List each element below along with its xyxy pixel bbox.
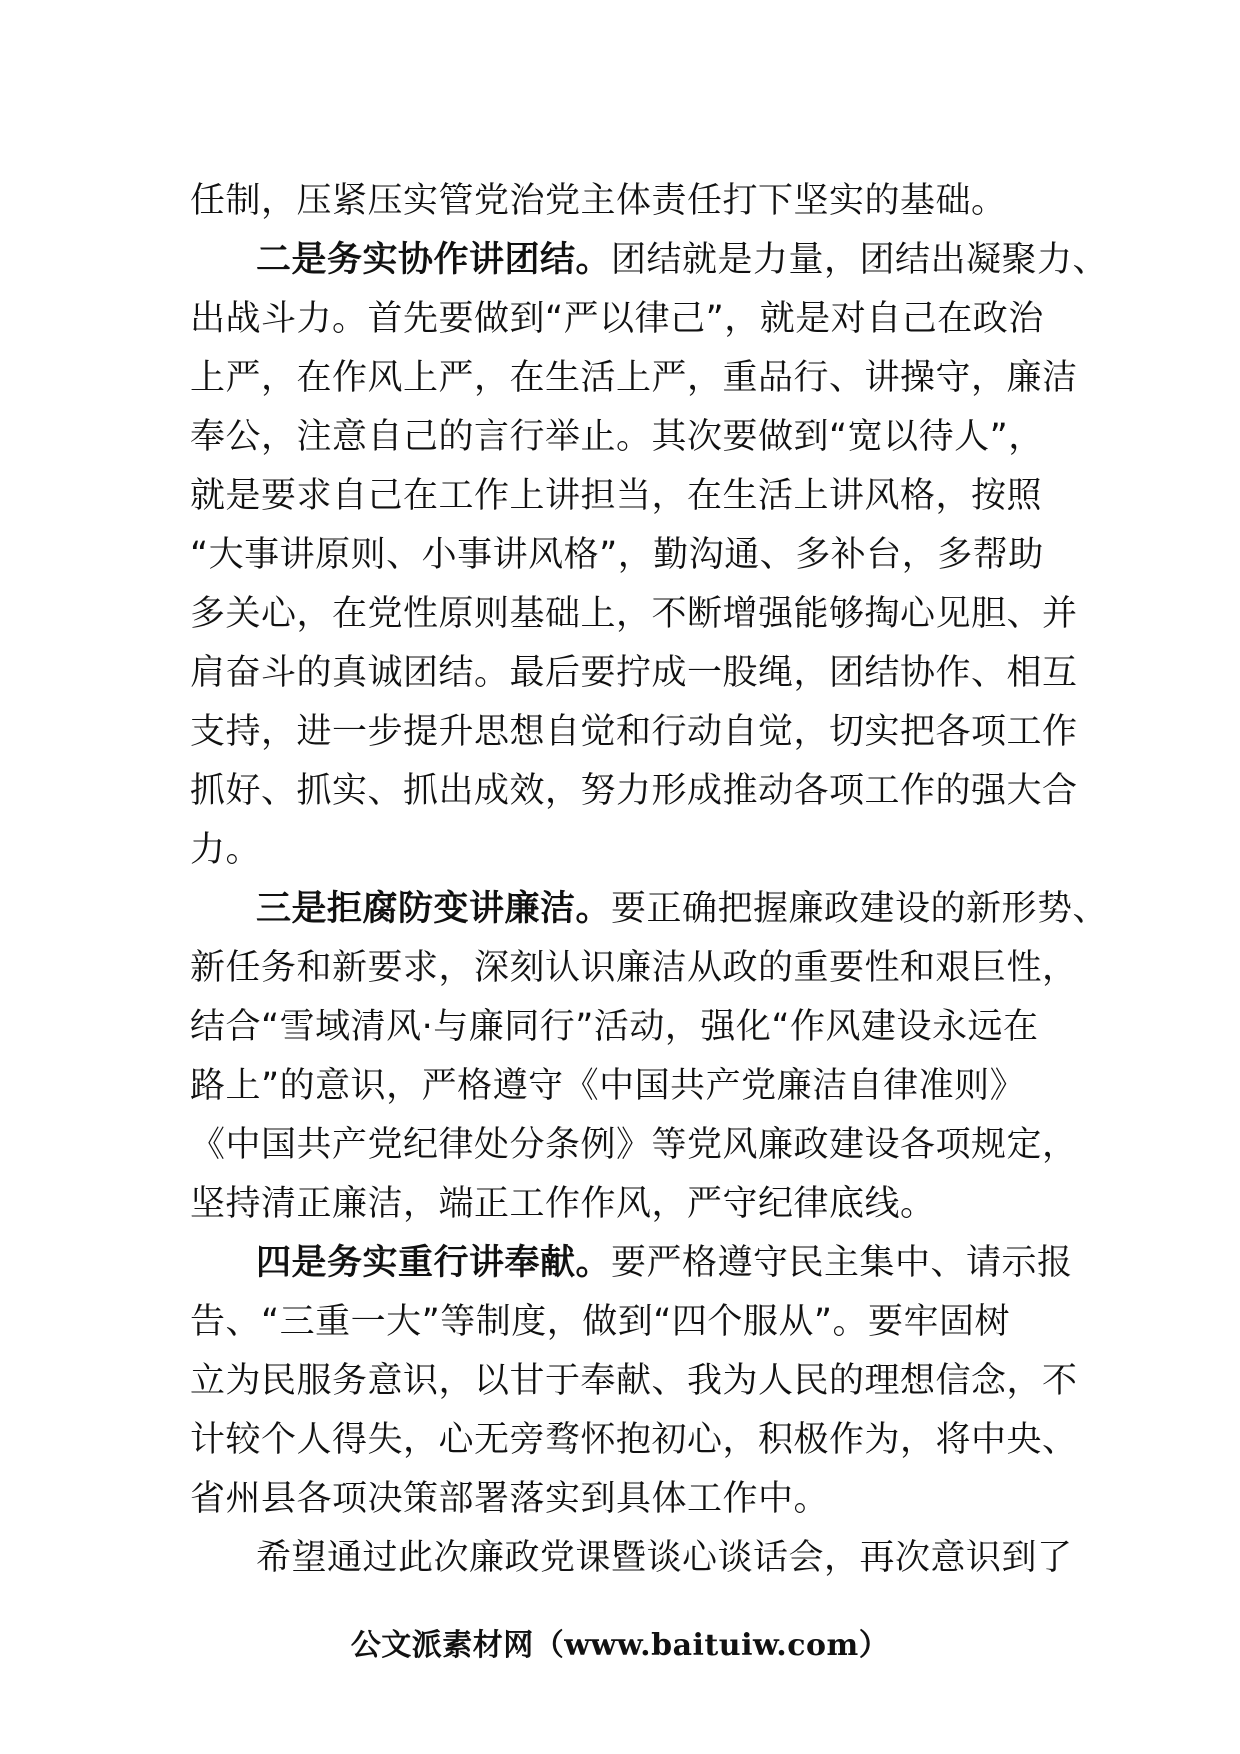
section-heading: 三是拒腐防变讲廉洁。: [256, 889, 612, 929]
text-line: 希望通过此次廉政党课暨谈心谈话会，再次意识到了: [256, 1538, 1073, 1578]
section-heading-line: 四是务实重行讲奉献。要严格遵守民主集中、请示报: [256, 1243, 1073, 1283]
text-line: 抓好、抓实、抓出成效，努力形成推动各项工作的强大合: [190, 771, 1078, 811]
text-line: 新任务和新要求，深刻认识廉洁从政的重要性和艰巨性，: [190, 948, 1078, 988]
text-line: 出战斗力。首先要做到“严以律己”，就是对自己在政治: [190, 299, 1044, 339]
text-line: “大事讲原则、小事讲风格”，勤沟通、多补台，多帮助: [190, 535, 1044, 575]
text-line: 任制，压紧压实管党治党主体责任打下坚实的基础。: [190, 181, 1007, 221]
text-line: 告、“三重一大”等制度，做到“四个服从”。要牢固树: [190, 1302, 1011, 1342]
section-heading: 二是务实协作讲团结。: [256, 240, 612, 280]
section-heading: 四是务实重行讲奉献。: [256, 1243, 612, 1283]
text-line: 奉公，注意自己的言行举止。其次要做到“宽以待人”，: [190, 417, 1044, 457]
text-line: 《中国共产党纪律处分条例》等党风廉政建设各项规定，: [190, 1125, 1078, 1165]
body-text: [190, 172, 1109, 1588]
text-line: 路上”的意识，严格遵守《中国共产党廉洁自律准则》: [190, 1066, 1026, 1106]
text-line: 结合“雪域清风·与廉同行”活动，强化“作风建设永远在: [190, 1007, 1039, 1047]
text-line: 力。: [190, 830, 262, 870]
text-line: 多关心，在党性原则基础上，不断增强能够掏心见胆、并: [190, 594, 1078, 634]
section-heading-line: 三是拒腐防变讲廉洁。要正确把握廉政建设的新形势、: [256, 889, 1109, 929]
text-line: 计较个人得失，心无旁骛怀抱初心，积极作为，将中央、: [190, 1420, 1078, 1460]
text-line: 坚持清正廉洁，端正工作作风，严守纪律底线。: [190, 1184, 936, 1224]
footer-watermark: 公文派素材网（www.baituiw.com）: [350, 1628, 890, 1663]
text-line: 省州县各项决策部署落实到具体工作中。: [190, 1479, 830, 1519]
section-heading-line: 二是务实协作讲团结。团结就是力量，团结出凝聚力、: [256, 240, 1109, 280]
text-line: 肩奋斗的真诚团结。最后要拧成一股绳，团结协作、相互: [190, 653, 1078, 693]
text-line: 就是要求自己在工作上讲担当，在生活上讲风格，按照: [190, 476, 1043, 516]
text-line: 支持，进一步提升思想自觉和行动自觉，切实把各项工作: [190, 712, 1078, 752]
text-line: 立为民服务意识，以甘于奉献、我为人民的理想信念，不: [190, 1361, 1078, 1401]
text-line: 上严，在作风上严，在生活上严，重品行、讲操守，廉洁: [190, 358, 1078, 398]
